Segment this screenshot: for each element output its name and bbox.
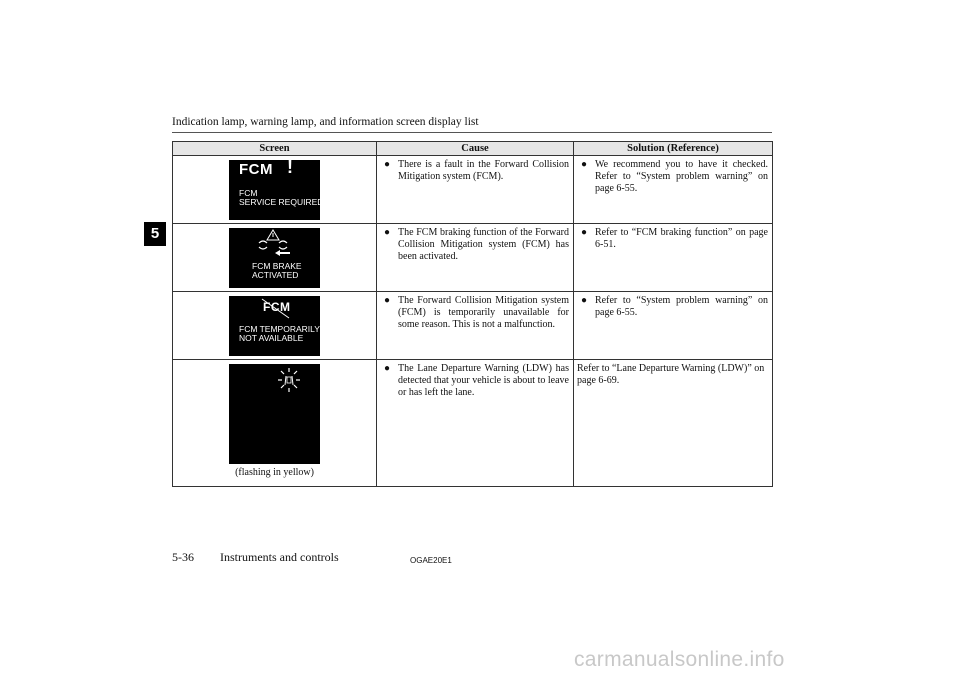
ldw-screen xyxy=(229,364,320,464)
fcm-warning-icon: FCM xyxy=(239,161,273,178)
cause-text: The FCM braking function of the Forward Collision Mitigation system (FCM) has been activated. xyxy=(398,227,569,262)
watermark: carmanualsonline.info xyxy=(574,648,785,671)
page-number: 5-36 xyxy=(172,550,194,564)
solution-cell xyxy=(574,224,773,292)
solution-cell xyxy=(574,156,773,224)
fcm-service-required-screen xyxy=(229,157,324,220)
cause-text: The Forward Collision Mitigation system (FCM) is temporarily unavailable for some reason. This is not a malfunction. xyxy=(398,295,569,330)
cause-text: The Lane Departure Warning (LDW) has detected that your vehicle is about to leave or has left the lane. xyxy=(398,363,569,398)
table-header-row xyxy=(173,142,773,156)
column-header-screen: Screen xyxy=(173,142,377,156)
solution-text: We recommend you to have it checked. Refer to “System problem warning” on page 6-55. xyxy=(595,159,768,194)
fcm-brake-icon xyxy=(229,228,320,260)
bullet-icon: ● xyxy=(384,159,391,170)
cause-cell xyxy=(377,156,574,224)
screen-text-line: ACTIVATED xyxy=(252,270,299,280)
screen-text-line: FCM xyxy=(239,188,258,198)
bullet-icon: ● xyxy=(384,295,391,306)
bullet-icon: ● xyxy=(581,295,588,306)
document-code: OGAE20E1 xyxy=(410,556,452,565)
page-header-title: Indication lamp, warning lamp, and information screen display list xyxy=(172,116,479,128)
screen-cell xyxy=(173,224,377,292)
chapter-tab: 5 xyxy=(144,222,166,246)
bullet-icon: ● xyxy=(581,159,588,170)
solution-cell xyxy=(574,292,773,360)
bullet-icon: ● xyxy=(384,363,391,374)
ldw-icon xyxy=(229,364,320,398)
screen-cell xyxy=(173,360,377,487)
screen-text-line: FCM TEMPORARILY xyxy=(239,324,320,334)
cause-cell xyxy=(377,360,574,487)
solution-cell xyxy=(574,360,773,487)
strike-through-icon xyxy=(229,296,320,322)
bullet-icon: ● xyxy=(384,227,391,238)
cause-text: There is a fault in the Forward Collision Mitigation system (FCM). xyxy=(398,159,569,182)
screen-cell xyxy=(173,292,377,360)
header-divider xyxy=(172,132,772,133)
solution-text: Refer to “FCM braking function” on page 6-51. xyxy=(595,227,768,250)
column-header-cause: Cause xyxy=(377,142,574,156)
exclamation-icon: ! xyxy=(287,157,293,177)
solution-text: Refer to “Lane Departure Warning (LDW)” on page 6-69. xyxy=(577,363,765,386)
fcm-brake-activated-screen xyxy=(229,228,320,288)
screen-text-line: SERVICE REQUIRED xyxy=(239,197,324,207)
section-title: Instruments and controls xyxy=(220,550,339,564)
table-row xyxy=(173,224,773,292)
fcm-temporarily-unavailable-screen xyxy=(229,296,320,356)
indication-table xyxy=(172,141,773,487)
cause-cell xyxy=(377,292,574,360)
screen-cell xyxy=(173,156,377,224)
table-row xyxy=(173,292,773,360)
screen-text-line: FCM BRAKE xyxy=(252,261,302,271)
fcm-unavailable-icon: FCM xyxy=(263,300,291,314)
screen-caption: (flashing in yellow) xyxy=(235,467,314,478)
cause-cell xyxy=(377,224,574,292)
bullet-icon: ● xyxy=(581,227,588,238)
screen-text-line: NOT AVAILABLE xyxy=(239,333,304,343)
table-row xyxy=(173,156,773,224)
solution-text: Refer to “System problem warning” on page 6-55. xyxy=(595,295,768,318)
column-header-solution: Solution (Reference) xyxy=(574,142,773,156)
table-row xyxy=(173,360,773,487)
